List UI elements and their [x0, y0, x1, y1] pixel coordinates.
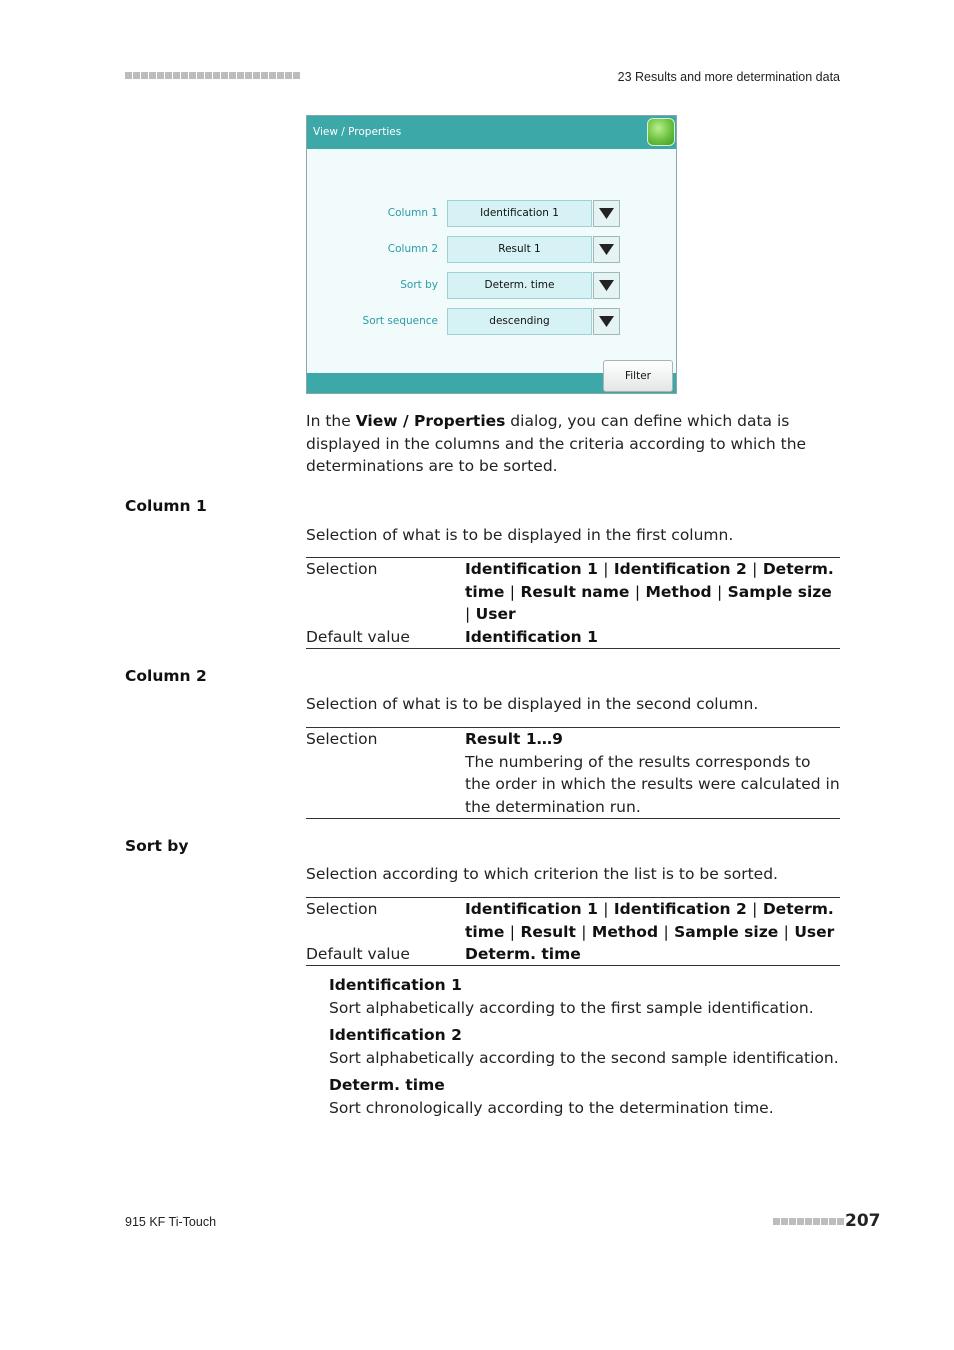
column1-label: Column 1 — [387, 207, 438, 219]
intro-text-post: dialog, you can define which data is displayed in the columns and the criteria according to which the determinations are to be sorted. — [306, 412, 807, 476]
product-name: 915 KF Ti-Touch — [125, 1215, 217, 1229]
default-value: Determ. time — [465, 945, 581, 964]
chapter-title: 23 Results and more determination data — [617, 70, 840, 84]
section-heading-column1: Column 1 — [125, 497, 207, 515]
sort-by-description: Selection according to which criterion the list is to be sorted. — [306, 865, 778, 883]
sort-sequence-select[interactable]: descending — [447, 308, 592, 335]
definition-term: Identification 1 — [329, 976, 462, 994]
selection-key: Selection — [306, 900, 378, 918]
selection-options: Identification 1 | Identification 2 | Determ. time | Result | Method | Sample size | User — [465, 900, 835, 941]
column2-select[interactable]: Result 1 — [447, 236, 592, 263]
definition-text: Sort alphabetically according to the first sample identification. — [329, 998, 814, 1017]
column2-description: Selection of what is to be displayed in the second column. — [306, 695, 759, 713]
sort-by-label: Sort by — [400, 279, 438, 291]
section-heading-sort-by: Sort by — [125, 837, 189, 855]
selection-note: The numbering of the results corresponds to the order in which the results were calculated in the determination run. — [465, 752, 840, 816]
sort-by-select[interactable]: Determ. time — [447, 272, 592, 299]
sort-sequence-dropdown-button[interactable] — [593, 308, 620, 335]
triangle-down-icon — [598, 207, 615, 220]
selection-options: Identification 1 | Identification 2 | Determ. time | Result name | Method | Sample size | User — [465, 560, 834, 624]
definition-term: Determ. time — [329, 1076, 445, 1095]
definition-text: Sort alphabetically according to the second sample identification. — [329, 1048, 839, 1067]
definition-term: Identification 2 — [329, 1026, 462, 1045]
selection-key: Selection — [306, 730, 378, 748]
column1-dropdown-button[interactable] — [593, 200, 620, 227]
footer-decoration — [773, 1218, 844, 1225]
triangle-down-icon — [598, 243, 615, 256]
column2-parameter-table — [306, 727, 840, 819]
header-decoration — [125, 72, 300, 79]
triangle-down-icon — [598, 279, 615, 292]
table-row — [306, 898, 840, 943]
column1-select[interactable]: Identification 1 — [447, 200, 592, 227]
table-row — [306, 728, 840, 818]
intro-paragraph — [306, 410, 840, 478]
sort-by-dropdown-button[interactable] — [593, 272, 620, 299]
column1-description: Selection of what is to be displayed in the first column. — [306, 526, 734, 544]
column2-dropdown-button[interactable] — [593, 236, 620, 263]
sort-sequence-label: Sort sequence — [362, 315, 438, 327]
definition-text: Sort chronologically according to the determination time. — [329, 1098, 774, 1117]
home-icon[interactable] — [647, 118, 675, 146]
column2-label: Column 2 — [387, 243, 438, 255]
selection-key: Selection — [306, 560, 378, 578]
default-key: Default value — [306, 627, 410, 646]
column1-parameter-table — [306, 557, 840, 649]
page-number: 207 — [845, 1211, 881, 1231]
section-heading-column2: Column 2 — [125, 667, 207, 685]
intro-dialog-name: View / Properties — [355, 412, 506, 430]
table-row — [306, 626, 840, 649]
default-value: Identification 1 — [465, 627, 598, 646]
table-row — [306, 943, 840, 966]
table-row — [306, 558, 840, 626]
filter-button[interactable]: Filter — [603, 360, 673, 392]
dialog-title: View / Properties — [307, 116, 676, 149]
sort-by-definitions — [329, 974, 840, 1125]
triangle-down-icon — [598, 315, 615, 328]
sort-by-parameter-table — [306, 897, 840, 966]
view-properties-dialog — [306, 115, 677, 394]
selection-value-cell — [465, 728, 840, 818]
selection-value: Result 1…9 — [465, 730, 563, 748]
default-key: Default value — [306, 945, 410, 964]
intro-text-pre: In the — [306, 412, 356, 430]
